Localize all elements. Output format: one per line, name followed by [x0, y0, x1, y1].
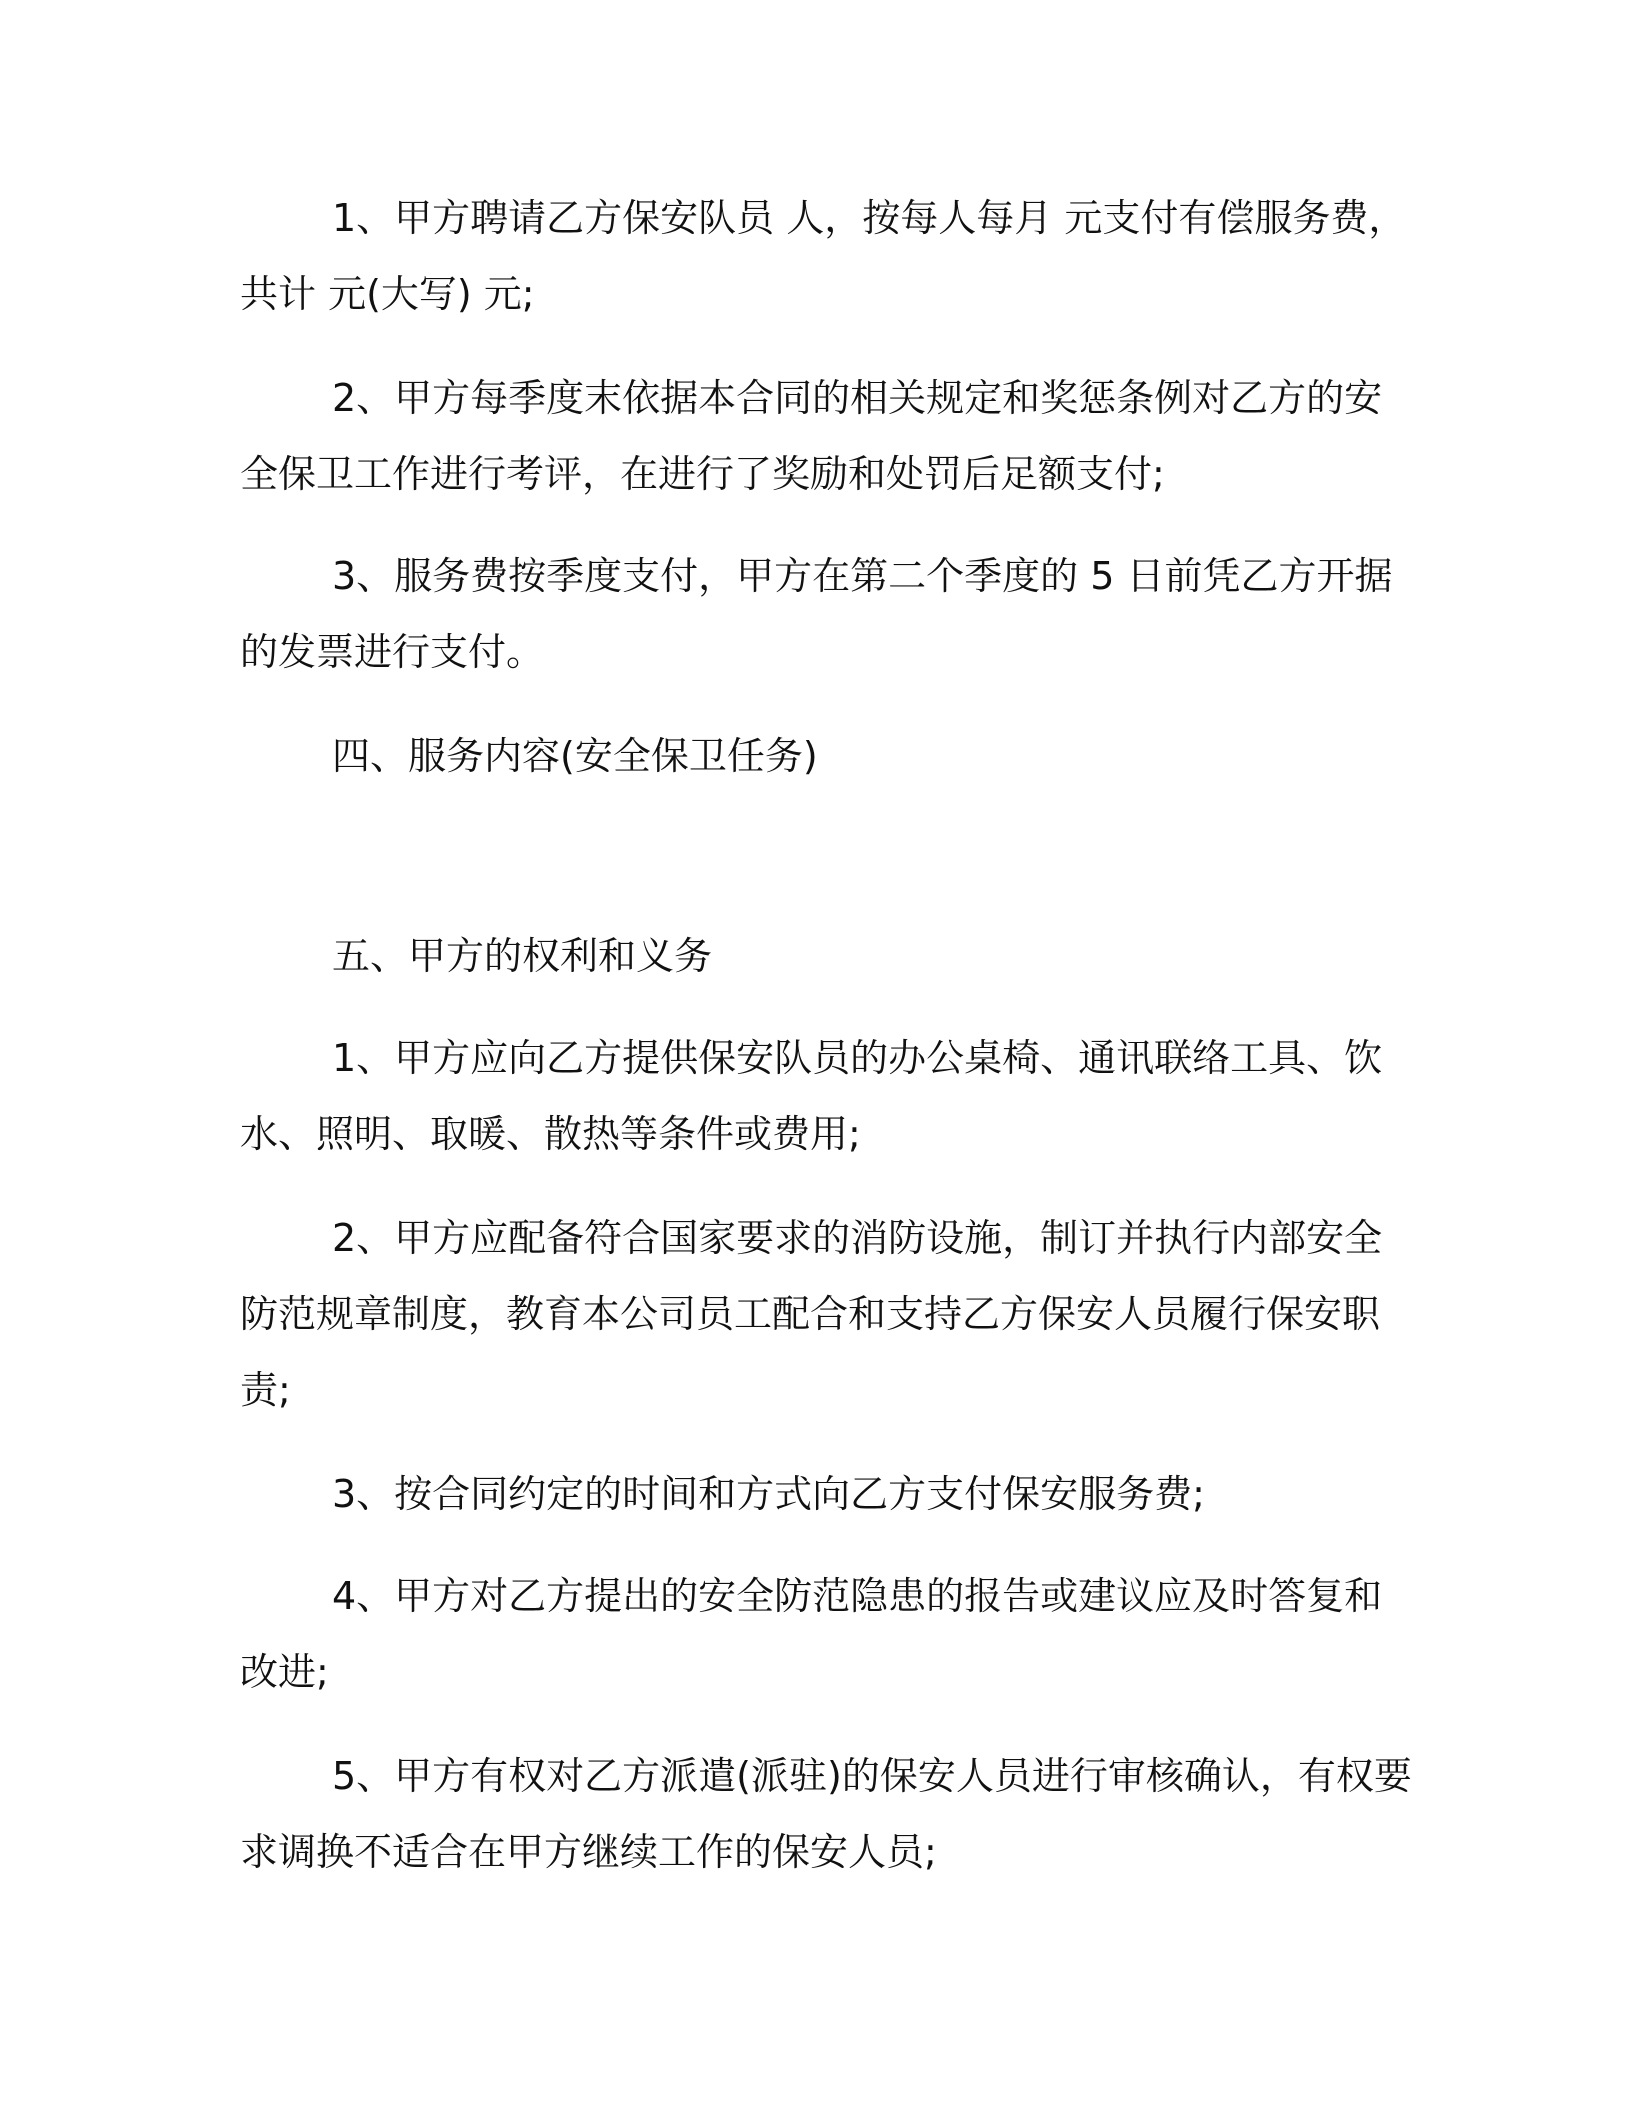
- text-line: 全保卫工作进行考评，在进行了奖励和处罚后足额支付;: [240, 452, 1165, 496]
- text-line: 求调换不适合在甲方继续工作的保安人员;: [240, 1830, 937, 1874]
- text-line: 1、甲方应向乙方提供保安队员的办公桌椅、通讯联络工具、饮: [332, 1036, 1383, 1080]
- text-line: 3、按合同约定的时间和方式向乙方支付保安服务费;: [332, 1472, 1205, 1516]
- text-line: 2、甲方每季度末依据本合同的相关规定和奖惩条例对乙方的安: [332, 376, 1383, 420]
- text-line: 1、甲方聘请乙方保安队员 人，按每人每月 元支付有偿服务费，: [332, 196, 1407, 240]
- text-line: 的发票进行支付。: [240, 630, 545, 674]
- section-heading-service-content: 四、服务内容(安全保卫任务): [332, 734, 818, 778]
- text-line: 3、服务费按季度支付，甲方在第二个季度的 5 日前凭乙方开据: [332, 554, 1393, 598]
- text-line: 2、甲方应配备符合国家要求的消防设施，制订并执行内部安全: [332, 1216, 1383, 1260]
- text-line: 水、照明、取暖、散热等条件或费用;: [240, 1112, 861, 1156]
- text-line: 责;: [240, 1368, 291, 1412]
- text-line: 改进;: [240, 1650, 329, 1694]
- section-heading-party-a-rights: 五、甲方的权利和义务: [332, 934, 713, 978]
- text-line: 4、甲方对乙方提出的安全防范隐患的报告或建议应及时答复和: [332, 1574, 1383, 1618]
- text-line: 共计 元(大写) 元;: [240, 272, 535, 316]
- text-line: 防范规章制度，教育本公司员工配合和支持乙方保安人员履行保安职: [240, 1292, 1381, 1336]
- text-line: 5、甲方有权对乙方派遣(派驻)的保安人员进行审核确认，有权要: [332, 1754, 1412, 1798]
